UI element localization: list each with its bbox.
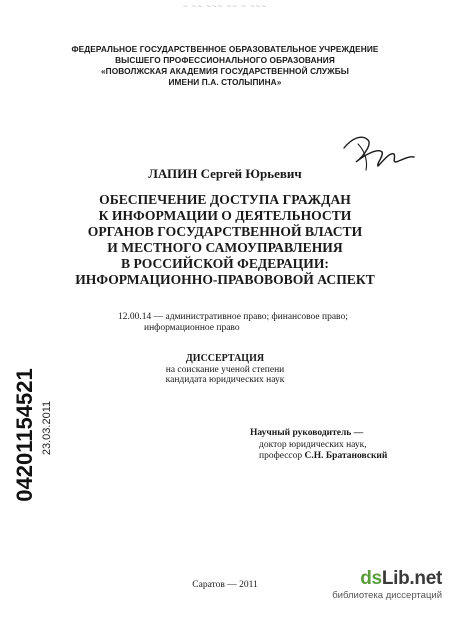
scan-top-mark: ~ ~~ ~~~ ~~ ~ ~~~ bbox=[182, 2, 268, 11]
watermark bbox=[330, 568, 442, 612]
supervisor-title-line bbox=[250, 451, 450, 463]
dissertation-title bbox=[30, 192, 420, 288]
title-line: ИНФОРМАЦИОННО-ПРАВОВОВОЙ АСПЕКТ bbox=[75, 272, 375, 287]
supervisor-block bbox=[250, 428, 450, 463]
library-code-text: 04201154521 bbox=[12, 368, 37, 502]
city-year: Саратов — 2011 bbox=[192, 580, 258, 590]
library-date-text: 23.03.2011 bbox=[41, 400, 53, 456]
supervisor-name: С.Н. Братановский bbox=[304, 451, 388, 461]
supervisor-degree: доктор юридических наук, bbox=[259, 439, 367, 450]
specialty-line: информационное право bbox=[144, 323, 240, 333]
institution-line: ИМЕНИ П.А. СТОЛЫПИНА» bbox=[168, 77, 282, 87]
library-code-stamp bbox=[12, 362, 38, 508]
library-date-stamp bbox=[40, 388, 54, 468]
institution-line: ФЕДЕРАЛЬНОЕ ГОСУДАРСТВЕННОЕ ОБРАЗОВАТЕЛЬНОЕ УЧРЕЖДЕНИЕ bbox=[71, 44, 379, 54]
watermark-subtitle: библиотека диссертаций bbox=[332, 590, 442, 601]
specialty-line: 12.00.14 — административное право; финансовое право; bbox=[118, 312, 348, 322]
title-line: И МЕСТНОГО САМОУПРАВЛЕНИЯ bbox=[107, 240, 343, 255]
specialty-code bbox=[118, 312, 428, 334]
title-line: ОРГАНОВ ГОСУДАРСТВЕННОЙ ВЛАСТИ bbox=[87, 224, 363, 239]
institution-header bbox=[20, 44, 430, 88]
supervisor-title: профессор bbox=[259, 451, 303, 461]
dissertation-heading: ДИССЕРТАЦИЯ bbox=[185, 353, 265, 364]
watermark-brand-ds: ds bbox=[360, 568, 382, 589]
supervisor-label: Научный руководитель — bbox=[250, 428, 364, 438]
watermark-brand-lib: Lib.net bbox=[381, 568, 442, 589]
title-line: В РОССИЙСКОЙ ФЕДЕРАЦИИ: bbox=[121, 256, 329, 271]
institution-line: «ПОВОЛЖСКАЯ АКАДЕМИЯ ГОСУДАРСТВЕННОЙ СЛУЖБЫ bbox=[100, 66, 350, 76]
institution-line: ВЫСШЕГО ПРОФЕССИОНАЛЬНОГО ОБРАЗОВАНИЯ bbox=[115, 55, 335, 65]
author-name: ЛАПИН Сергей Юрьевич bbox=[148, 166, 302, 181]
title-line: ОБЕСПЕЧЕНИЕ ДОСТУПА ГРАЖДАН bbox=[99, 192, 351, 207]
degree-line: на соискание ученой степени bbox=[165, 364, 285, 375]
degree-block bbox=[0, 354, 450, 386]
watermark-logo bbox=[330, 568, 442, 590]
degree-line: кандидата юридических наук bbox=[165, 375, 285, 385]
title-line: К ИНФОРМАЦИИ О ДЕЯТЕЛЬНОСТИ bbox=[98, 208, 352, 223]
